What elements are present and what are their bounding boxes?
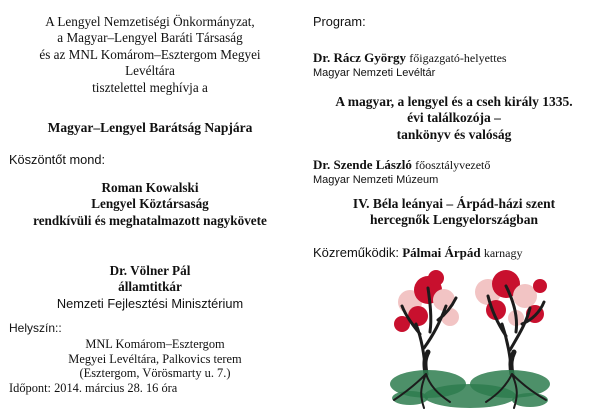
speaker-institution: Nemzeti Fejlesztési Minisztérium: [56, 295, 244, 311]
event-date: Időpont: 2014. március 28. 16 óra: [9, 381, 178, 395]
inviter-line: A Lengyel Nemzetiségi Önkormányzat,: [45, 14, 255, 29]
speaker-name: Dr. Völner Pál: [109, 263, 191, 278]
title-line: évi találkozója –: [407, 110, 501, 126]
contributor-name: Pálmai Árpád: [402, 245, 481, 260]
title-line: A magyar, a lengyel és a cseh király 1335.: [335, 94, 573, 109]
speaker-kowalski: [0, 180, 300, 229]
root-mass: [390, 370, 550, 408]
program-item-2-speaker: [313, 157, 490, 173]
title-line: IV. Béla leányai – Árpád-házi szent: [352, 196, 556, 211]
venue-line: (Esztergom, Vörösmarty u. 7.): [79, 366, 231, 380]
speaker-role: főigazgató-helyettes: [409, 51, 507, 65]
title-line: tankönyv és valóság: [396, 126, 512, 142]
inviter-line: a Magyar–Lengyel Baráti Társaság: [57, 30, 243, 46]
tree-emblem-icon: [380, 262, 560, 414]
inviter-line: és az MNL Komárom–Esztergom Megyei: [39, 46, 261, 62]
program-item-2-title: [308, 196, 600, 229]
program-item-1-title: [308, 94, 600, 143]
venue-block: [30, 337, 280, 381]
inviter-line: tisztelettel meghívja a: [92, 79, 208, 95]
program-item-2-institution: Magyar Nemzeti Múzeum: [313, 174, 439, 186]
left-crown: [394, 270, 459, 332]
venue-label: Helyszín::: [9, 321, 62, 335]
program-item-1-speaker: [313, 50, 507, 66]
speaker-volner: [0, 263, 300, 312]
contributor-role: karnagy: [483, 246, 523, 260]
speaker-name: Dr. Rácz György: [313, 50, 407, 65]
speaker-name: Dr. Szende László: [313, 157, 412, 172]
event-title: Magyar–Lengyel Barátság Napjára: [47, 120, 253, 135]
inviter-block: [0, 14, 300, 96]
contributor: [313, 245, 523, 261]
contributor-label: Közreműködik:: [313, 245, 399, 260]
greeting-label: Köszöntőt mond:: [9, 152, 106, 167]
venue-line: Megyei Levéltára, Palkovics terem: [68, 351, 242, 366]
venue-line: MNL Komárom–Esztergom: [85, 337, 225, 351]
program-item-1-institution: Magyar Nemzeti Levéltár: [313, 67, 436, 79]
speaker-line: rendkívüli és meghatalmazott nagykövete: [33, 212, 267, 228]
speaker-name: Roman Kowalski: [101, 180, 199, 195]
inviter-line: Levéltára: [125, 63, 175, 79]
speaker-title: államtitkár: [118, 279, 182, 295]
speaker-role: főosztályvezető: [415, 158, 491, 172]
speaker-line: Lengyel Köztársaság: [91, 196, 209, 212]
program-label: Program:: [313, 14, 366, 29]
title-line: hercegnők Lengyelországban: [369, 212, 539, 228]
